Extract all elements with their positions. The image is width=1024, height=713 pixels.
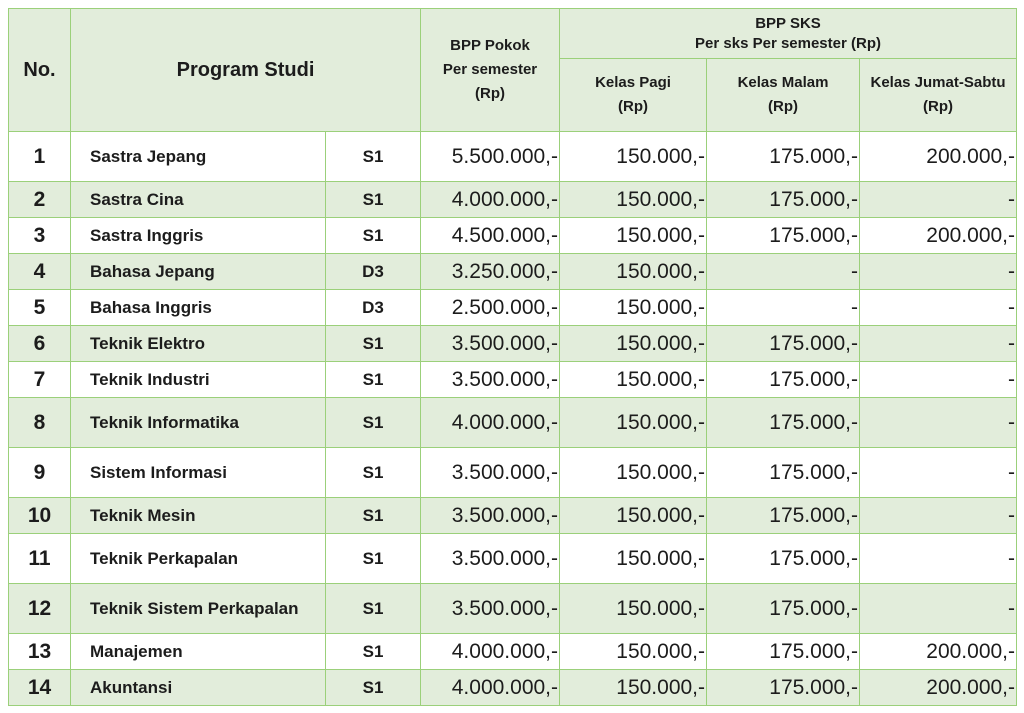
program-name: Sastra Cina	[71, 182, 326, 218]
kelas-jumat-sabtu-value: -	[860, 254, 1017, 290]
kelas-jumat-sabtu-value: 200.000,-	[860, 132, 1017, 182]
kelas-jumat-sabtu-value: -	[860, 584, 1017, 634]
kelas-jumat-sabtu-value: 200.000,-	[860, 670, 1017, 706]
bpp-pokok-value: 3.500.000,-	[421, 326, 560, 362]
kelas-jumat-sabtu-value: -	[860, 290, 1017, 326]
kelas-pagi-value: 150.000,-	[560, 584, 707, 634]
degree-level: S1	[326, 534, 421, 584]
row-number: 5	[9, 290, 71, 326]
table-row	[9, 326, 1017, 362]
kelas-jumat-sabtu-value: -	[860, 362, 1017, 398]
header-kelas-js-line1: Kelas Jumat-Sabtu	[870, 74, 1006, 91]
degree-level: S1	[326, 634, 421, 670]
degree-level: S1	[326, 182, 421, 218]
header-program-label: Program Studi	[176, 58, 315, 81]
bpp-pokok-value: 3.500.000,-	[421, 448, 560, 498]
header-row-top	[9, 9, 1017, 59]
kelas-pagi-value: 150.000,-	[560, 218, 707, 254]
bpp-pokok-value: 3.500.000,-	[421, 534, 560, 584]
degree-level: S1	[326, 498, 421, 534]
table-row	[9, 290, 1017, 326]
header-no-label: No.	[23, 58, 56, 81]
table-row	[9, 634, 1017, 670]
kelas-pagi-value: 150.000,-	[560, 498, 707, 534]
row-number: 9	[9, 448, 71, 498]
kelas-pagi-value: 150.000,-	[560, 132, 707, 182]
kelas-jumat-sabtu-value: -	[860, 534, 1017, 584]
table-row	[9, 398, 1017, 448]
kelas-malam-value: -	[707, 290, 860, 326]
kelas-pagi-value: 150.000,-	[560, 182, 707, 218]
kelas-jumat-sabtu-value: -	[860, 498, 1017, 534]
row-number: 1	[9, 132, 71, 182]
kelas-jumat-sabtu-value: 200.000,-	[860, 218, 1017, 254]
row-number: 7	[9, 362, 71, 398]
row-number: 14	[9, 670, 71, 706]
bpp-pokok-value: 4.000.000,-	[421, 182, 560, 218]
kelas-jumat-sabtu-value: -	[860, 182, 1017, 218]
row-number: 13	[9, 634, 71, 670]
header-kelas-js-line2: (Rp)	[923, 98, 954, 115]
kelas-malam-value: 175.000,-	[707, 534, 860, 584]
degree-level: S1	[326, 398, 421, 448]
program-name: Sistem Informasi	[71, 448, 326, 498]
kelas-malam-value: 175.000,-	[707, 362, 860, 398]
program-name: Bahasa Jepang	[71, 254, 326, 290]
program-name: Akuntansi	[71, 670, 326, 706]
kelas-pagi-value: 150.000,-	[560, 448, 707, 498]
kelas-malam-value: 175.000,-	[707, 182, 860, 218]
header-bpp-pokok-line3: (Rp)	[475, 85, 506, 102]
header-bpp-sks	[560, 9, 1017, 59]
program-name: Sastra Jepang	[71, 132, 326, 182]
program-name: Manajemen	[71, 634, 326, 670]
program-name: Sastra Inggris	[71, 218, 326, 254]
bpp-pokok-value: 3.500.000,-	[421, 498, 560, 534]
header-kelas-malam	[707, 59, 860, 132]
kelas-pagi-value: 150.000,-	[560, 634, 707, 670]
table-row	[9, 670, 1017, 706]
kelas-pagi-value: 150.000,-	[560, 326, 707, 362]
table-row	[9, 534, 1017, 584]
bpp-pokok-value: 3.250.000,-	[421, 254, 560, 290]
header-bpp-pokok	[421, 9, 560, 132]
header-bpp-pokok-line1: BPP Pokok	[450, 37, 530, 54]
degree-level: S1	[326, 326, 421, 362]
degree-level: S1	[326, 584, 421, 634]
kelas-pagi-value: 150.000,-	[560, 670, 707, 706]
kelas-pagi-value: 150.000,-	[560, 290, 707, 326]
bpp-pokok-value: 4.000.000,-	[421, 634, 560, 670]
header-no	[9, 9, 71, 132]
kelas-malam-value: 175.000,-	[707, 670, 860, 706]
kelas-pagi-value: 150.000,-	[560, 534, 707, 584]
table-row	[9, 584, 1017, 634]
table-row	[9, 218, 1017, 254]
bpp-pokok-value: 3.500.000,-	[421, 584, 560, 634]
table-row	[9, 182, 1017, 218]
header-bpp-pokok-line2: Per semester	[442, 61, 538, 78]
table-row	[9, 132, 1017, 182]
kelas-malam-value: -	[707, 254, 860, 290]
bpp-pokok-value: 4.500.000,-	[421, 218, 560, 254]
bpp-pokok-value: 4.000.000,-	[421, 398, 560, 448]
row-number: 3	[9, 218, 71, 254]
kelas-malam-value: 175.000,-	[707, 584, 860, 634]
header-kelas-pagi-line1: Kelas Pagi	[595, 74, 671, 91]
header-kelas-pagi	[560, 59, 707, 132]
header-bpp-sks-line1: BPP SKS	[755, 14, 821, 32]
kelas-pagi-value: 150.000,-	[560, 362, 707, 398]
row-number: 8	[9, 398, 71, 448]
header-bpp-sks-line2: Per sks Per semester (Rp)	[695, 34, 881, 52]
program-name: Teknik Mesin	[71, 498, 326, 534]
bpp-pokok-value: 5.500.000,-	[421, 132, 560, 182]
kelas-malam-value: 175.000,-	[707, 218, 860, 254]
table-row	[9, 448, 1017, 498]
degree-level: D3	[326, 254, 421, 290]
row-number: 10	[9, 498, 71, 534]
degree-level: S1	[326, 218, 421, 254]
degree-level: S1	[326, 448, 421, 498]
bpp-pokok-value: 4.000.000,-	[421, 670, 560, 706]
kelas-jumat-sabtu-value: -	[860, 398, 1017, 448]
kelas-pagi-value: 150.000,-	[560, 254, 707, 290]
table-row	[9, 498, 1017, 534]
kelas-malam-value: 175.000,-	[707, 132, 860, 182]
program-name: Teknik Elektro	[71, 326, 326, 362]
header-kelas-malam-line1: Kelas Malam	[737, 74, 829, 91]
program-name: Teknik Industri	[71, 362, 326, 398]
kelas-malam-value: 175.000,-	[707, 634, 860, 670]
table-row	[9, 362, 1017, 398]
tuition-fee-table	[8, 8, 1017, 706]
kelas-malam-value: 175.000,-	[707, 448, 860, 498]
header-kelas-malam-line2: (Rp)	[768, 98, 799, 115]
degree-level: S1	[326, 670, 421, 706]
kelas-malam-value: 175.000,-	[707, 498, 860, 534]
row-number: 4	[9, 254, 71, 290]
row-number: 2	[9, 182, 71, 218]
degree-level: S1	[326, 132, 421, 182]
degree-level: D3	[326, 290, 421, 326]
bpp-pokok-value: 2.500.000,-	[421, 290, 560, 326]
kelas-malam-value: 175.000,-	[707, 326, 860, 362]
row-number: 6	[9, 326, 71, 362]
degree-level: S1	[326, 362, 421, 398]
tuition-fee-table-container	[8, 8, 1017, 706]
kelas-jumat-sabtu-value: -	[860, 448, 1017, 498]
kelas-malam-value: 175.000,-	[707, 398, 860, 448]
bpp-pokok-value: 3.500.000,-	[421, 362, 560, 398]
kelas-jumat-sabtu-value: -	[860, 326, 1017, 362]
header-kelas-jumat-sabtu	[860, 59, 1017, 132]
program-name: Bahasa Inggris	[71, 290, 326, 326]
program-name: Teknik Perkapalan	[71, 534, 326, 584]
table-row	[9, 254, 1017, 290]
kelas-pagi-value: 150.000,-	[560, 398, 707, 448]
header-program-studi	[71, 9, 421, 132]
program-name: Teknik Sistem Perkapalan	[71, 584, 326, 634]
kelas-jumat-sabtu-value: 200.000,-	[860, 634, 1017, 670]
program-name: Teknik Informatika	[71, 398, 326, 448]
header-kelas-pagi-line2: (Rp)	[618, 98, 649, 115]
row-number: 12	[9, 584, 71, 634]
row-number: 11	[9, 534, 71, 584]
